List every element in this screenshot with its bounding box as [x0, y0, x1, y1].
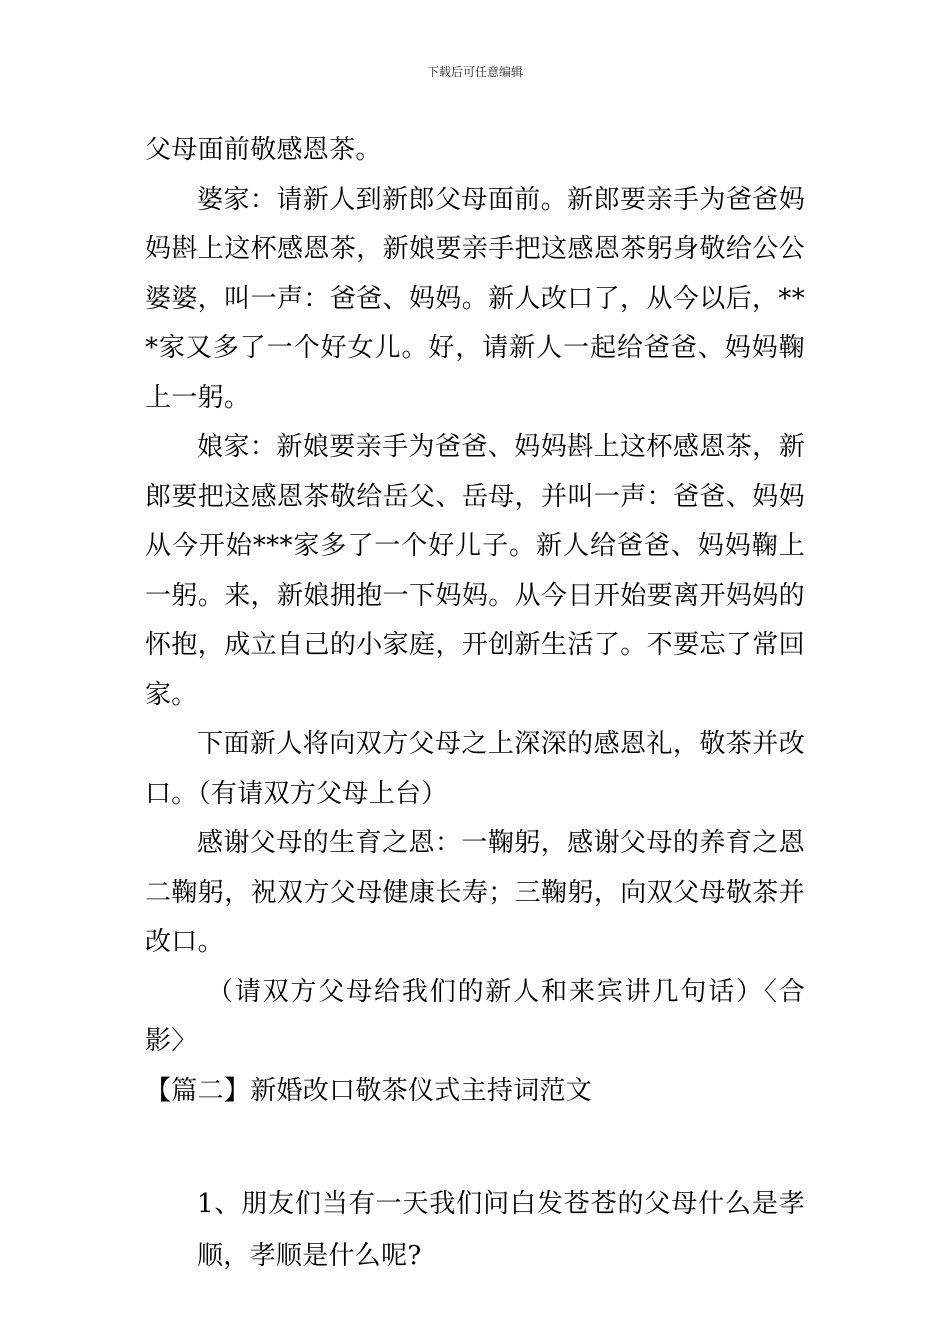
document-body	[145, 126, 805, 1282]
paragraph-tea-intro: 父母面前敬感恩茶。	[145, 135, 382, 165]
list-item: 1、朋友们当有一天我们问白发苍苍的父母什么是孝顺，孝顺是什么呢?	[197, 1189, 805, 1271]
paragraph-gratitude-ceremony: 下面新人将向双方父母之上深深的感恩礼，敬茶并改口。（有请双方父母上台）	[145, 729, 805, 809]
section-gap	[145, 1116, 805, 1178]
page-header: 下载后可任意编辑	[426, 65, 523, 79]
paragraph-bowing: 感谢父母的生育之恩：一鞠躬，感谢父母的养育之恩二鞠躬，祝双方父母健康长寿；三鞠躬，向双父母敬茶并改口。	[145, 828, 805, 957]
paragraph-groom-family: 婆家：请新人到新郎父母面前。新郎要亲手为爸爸妈妈斟上这杯感恩茶，新娘要亲手把这感恩茶躬身敬给公公婆婆，叫一声：爸爸、妈妈。新人改口了，从今以后，***家又多了一个好女儿。好，请新人一起给爸爸、妈妈鞠上一躬。	[145, 184, 805, 413]
paragraph-bride-family: 娘家：新娘要亲手为爸爸、妈妈斟上这杯感恩茶，新郎要把这感恩茶敬给岳父、岳母，并叫一声：爸爸、妈妈从今开始***家多了一个好儿子。新人给爸爸、妈妈鞠上一躬。来，新娘拥抱一下妈妈。从今日开始要离开妈妈的怀抱，成立自己的小家庭，开创新生活了。不要忘了常回家。	[145, 432, 805, 710]
section-heading: 【篇二】新婚改口敬茶仪式主持词范文	[145, 1075, 593, 1106]
paragraph-parents-speech: （请双方父母给我们的新人和来宾讲几句话）〈合影〉	[145, 976, 805, 1056]
